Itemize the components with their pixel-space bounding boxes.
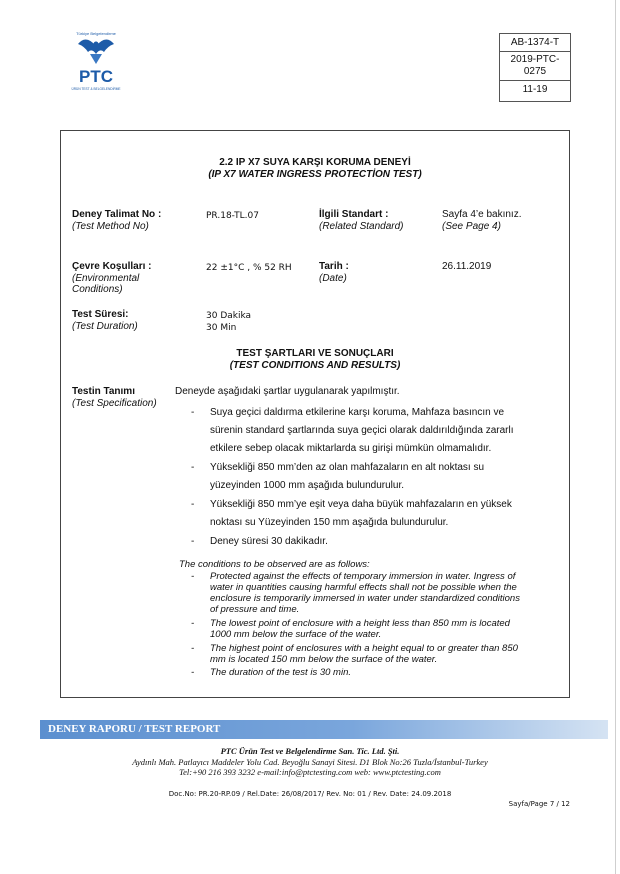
spec-label-en: (Test Specification) (72, 398, 157, 409)
en-line: 1000 mm below the surface of the water. (210, 629, 382, 640)
band-label: DENEY RAPORU / TEST REPORT (48, 723, 221, 735)
ptc-logo (60, 22, 132, 94)
logo-top-text: Türkiye Belgelendirme (76, 31, 116, 36)
bullet-dash: - (191, 618, 195, 629)
en-item-3 (210, 643, 518, 665)
spec-label: Testin Tanımı (72, 386, 135, 397)
tr-line: Yüksekliği 850 mm’ye eşit veya daha büyük mahfazaların en yüksek (210, 499, 512, 510)
environment-value: 22 ±1°C , % 52 RH (206, 263, 292, 273)
tr-item-4 (210, 533, 328, 551)
en-line: water in quantities causing harmful effects shall not be possible when the (210, 582, 517, 593)
standard-value-en: (See Page 4) (442, 221, 501, 232)
doc-info: Doc.No: PR.20-RP.09 / Rel.Date: 26/08/2017/ Rev. No: 01 / Rev. Date: 24.09.2018 (168, 790, 452, 798)
method-value: PR.18-TL.07 (206, 211, 259, 221)
bullet-dash: - (191, 643, 195, 654)
environment-label-en-2: Conditions) (72, 284, 123, 295)
duration-value-2: 30 Min (206, 323, 237, 333)
en-item-4 (210, 667, 351, 678)
tr-line: noktası su Yüzeyinden 150 mm aşağıda bulundurulur. (210, 517, 449, 528)
company-address: Aydınlı Mah. Patlayıcı Maddeler Yolu Cad. Beyoğlu Sanayi Sitesi. D1 Blok No:26 Tuzla/İstanbul-Turkey (132, 757, 488, 767)
method-label: Deney Talimat No : (72, 209, 162, 220)
tr-line: Suya geçici daldırma etkilerine karşı koruma, Mahfaza basıncın ve (210, 407, 505, 418)
bullet-dash: - (191, 407, 195, 418)
standard-label: İlgili Standart : (319, 209, 389, 220)
logo-sub-text: ÜRÜN TEST & BELGELENDİRME (71, 87, 121, 91)
eagle-icon (60, 22, 132, 94)
en-line: mm is located 150 mm below the surface of the water. (210, 654, 438, 665)
en-line: The duration of the test is 30 min. (210, 667, 351, 678)
date-value: 26.11.2019 (442, 261, 492, 272)
company-contact: Tel:+90 216 393 3232 e-mail:info@ptctesting.com web: www.ptctesting.com (179, 767, 441, 777)
tr-line: Deney süresi 30 dakikadır. (210, 536, 328, 547)
en-line: enclosure is temporarily immersed in water under standardized conditions (210, 593, 520, 604)
en-line: of pressure and time. (210, 604, 300, 615)
tr-item-2 (210, 459, 484, 495)
tr-line: yüzeyinden 1000 mm aşağıda bulundurulur. (210, 480, 405, 491)
environment-label: Çevre Koşulları : (72, 261, 152, 272)
environment-label-en-1: (Environmental (72, 273, 140, 284)
standard-label-en: (Related Standard) (319, 221, 404, 232)
page-edge (615, 0, 616, 874)
logo-text: PTC (79, 67, 113, 86)
bullet-dash: - (191, 499, 195, 510)
date-label-en: (Date) (319, 273, 347, 284)
en-item-2 (210, 618, 510, 640)
en-line: Protected against the effects of temporary immersion in water. Ingress of (210, 571, 516, 582)
report-band (40, 720, 608, 739)
duration-label: Test Süresi: (72, 309, 129, 320)
ref-accreditation: AB-1374-T (500, 34, 570, 52)
test-title-en: (IP X7 WATER INGRESS PROTECTİON TEST) (208, 169, 422, 180)
ref-date-code: 11-19 (522, 84, 548, 95)
duration-value-1: 30 Dakika (206, 311, 252, 321)
en-item-1 (210, 571, 520, 615)
test-content-frame (60, 130, 570, 698)
bullet-dash: - (191, 571, 195, 582)
ref-report-no: 2019-PTC-0275 (500, 52, 570, 81)
page-number: Sayfa/Page 7 / 12 (508, 800, 570, 808)
bullet-dash: - (191, 667, 195, 678)
intro-en: The conditions to be observed are as follows: (179, 559, 370, 570)
standard-value: Sayfa 4’e bakınız. (442, 209, 522, 220)
reference-box (499, 33, 571, 102)
conditions-title-en: (TEST CONDITIONS AND RESULTS) (229, 360, 401, 371)
date-label: Tarih : (319, 261, 349, 272)
tr-line: Yüksekliği 850 mm’den az olan mahfazaların en alt noktası su (210, 462, 485, 473)
bullet-dash: - (191, 462, 195, 473)
intro-tr: Deneyde aşağıdaki şartlar uygulanarak yapılmıştır. (175, 386, 400, 397)
conditions-title: TEST ŞARTLARI VE SONUÇLARI (236, 348, 394, 359)
duration-label-en: (Test Duration) (72, 321, 138, 332)
tr-line: sürenin standard şartlarında suya geçici olarak daldırıldığında zararlı (210, 425, 514, 436)
en-line: The highest point of enclosures with a height equal to or greater than 850 (210, 643, 518, 654)
bullet-dash: - (191, 536, 195, 547)
tr-item-1 (210, 404, 514, 458)
tr-line: etkilere sebep olacak miktarlarda su girişi mümkün olmamalıdır. (210, 443, 492, 454)
test-title: 2.2 IP X7 SUYA KARŞI KORUMA DENEYİ (219, 157, 411, 168)
tr-item-3 (210, 496, 512, 532)
method-label-en: (Test Method No) (72, 221, 149, 232)
company-name: PTC Ürün Test ve Belgelendirme San. Tic. Ltd. Şti. (220, 746, 400, 756)
en-line: The lowest point of enclosure with a height less than 850 mm is located (210, 618, 510, 629)
